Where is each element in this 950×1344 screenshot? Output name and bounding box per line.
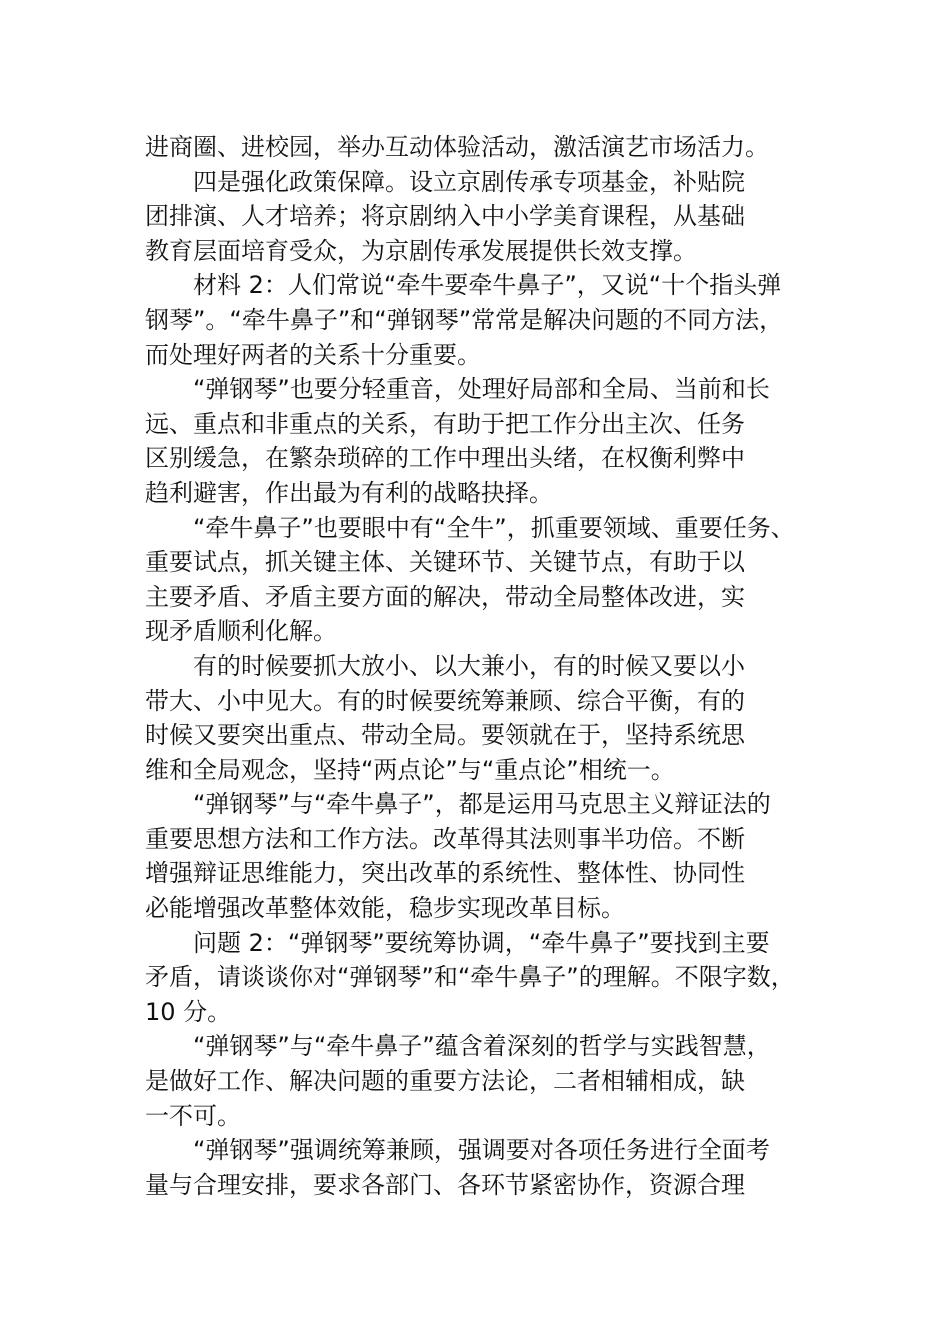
paragraph-ox-nose: “牵牛鼻子”也要眼中有“全牛”，抓重要领域、重要任务、 重要试点，抓关键主体、关键环节、关键节点，有助于以 主要矛盾、矛盾主要方面的解决，带动全局整体改进，实 现矛盾顺利化解。	[145, 513, 795, 646]
paragraph-piano-emphasis: “弹钢琴”也要分轻重音，处理好局部和全局、当前和长 远、重点和非重点的关系，有助于把工作分出主次、任务 区别缓急，在繁杂琐碎的工作中理出头绪，在权衡利弊中 趋利避害，作出最为有利的战略抉择。	[145, 375, 770, 507]
paragraph-material-2: 材料 2：人们常说“牵牛要牵牛鼻子”，又说“十个指头弹 钢琴”。“牵牛鼻子”和“弹钢琴”常常是解决问题的不同方法， 而处理好两者的关系十分重要。	[145, 271, 784, 369]
paragraph-continuation: 进商圈、进校园，举办互动体验活动，激活演艺市场活力。	[145, 133, 769, 161]
paragraph-answer-piano: “弹钢琴”强调统筹兼顾，强调要对各项任务进行全面考 量与合理安排，要求各部门、各环节紧密协作，资源合理	[145, 1136, 770, 1199]
document-body	[145, 130, 835, 1202]
paragraph-policy-guarantee: 四是强化政策保障。设立京剧传承专项基金，补贴院 团排演、人才培养；将京剧纳入中小学美育课程，从基础 教育层面培育受众，为京剧传承发展提供长效支撑。	[145, 167, 745, 265]
paragraph-answer-intro: “弹钢琴”与“牵牛鼻子”蕴含着深刻的哲学与实践智慧， 是做好工作、解决问题的重要方法论，二者相辅相成，缺 一不可。	[145, 1032, 771, 1130]
paragraph-question-2: 问题 2：“弹钢琴”要统筹协调，“牵牛鼻子”要找到主要 矛盾，请谈谈你对“弹钢琴”和“牵牛鼻子”的理解。不限字数， 10 分。	[145, 928, 795, 1026]
paragraph-dialectics: “弹钢琴”与“牵牛鼻子”，都是运用马克思主义辩证法的 重要思想方法和工作方法。改革得其法则事半功倍。不断 增强辩证思维能力，突出改革的系统性、整体性、协同性 必能增强改革整体效能，稳步实现改革目标。	[145, 790, 771, 923]
paragraph-balance: 有的时候要抓大放小、以大兼小，有的时候又要以小 带大、小中见大。有的时候要统筹兼顾、综合平衡，有的 时候又要突出重点、带动全局。要领就在于，坚持系统思 维和全局观念，坚持“两点论”与“重点论”相统一。	[145, 651, 745, 784]
